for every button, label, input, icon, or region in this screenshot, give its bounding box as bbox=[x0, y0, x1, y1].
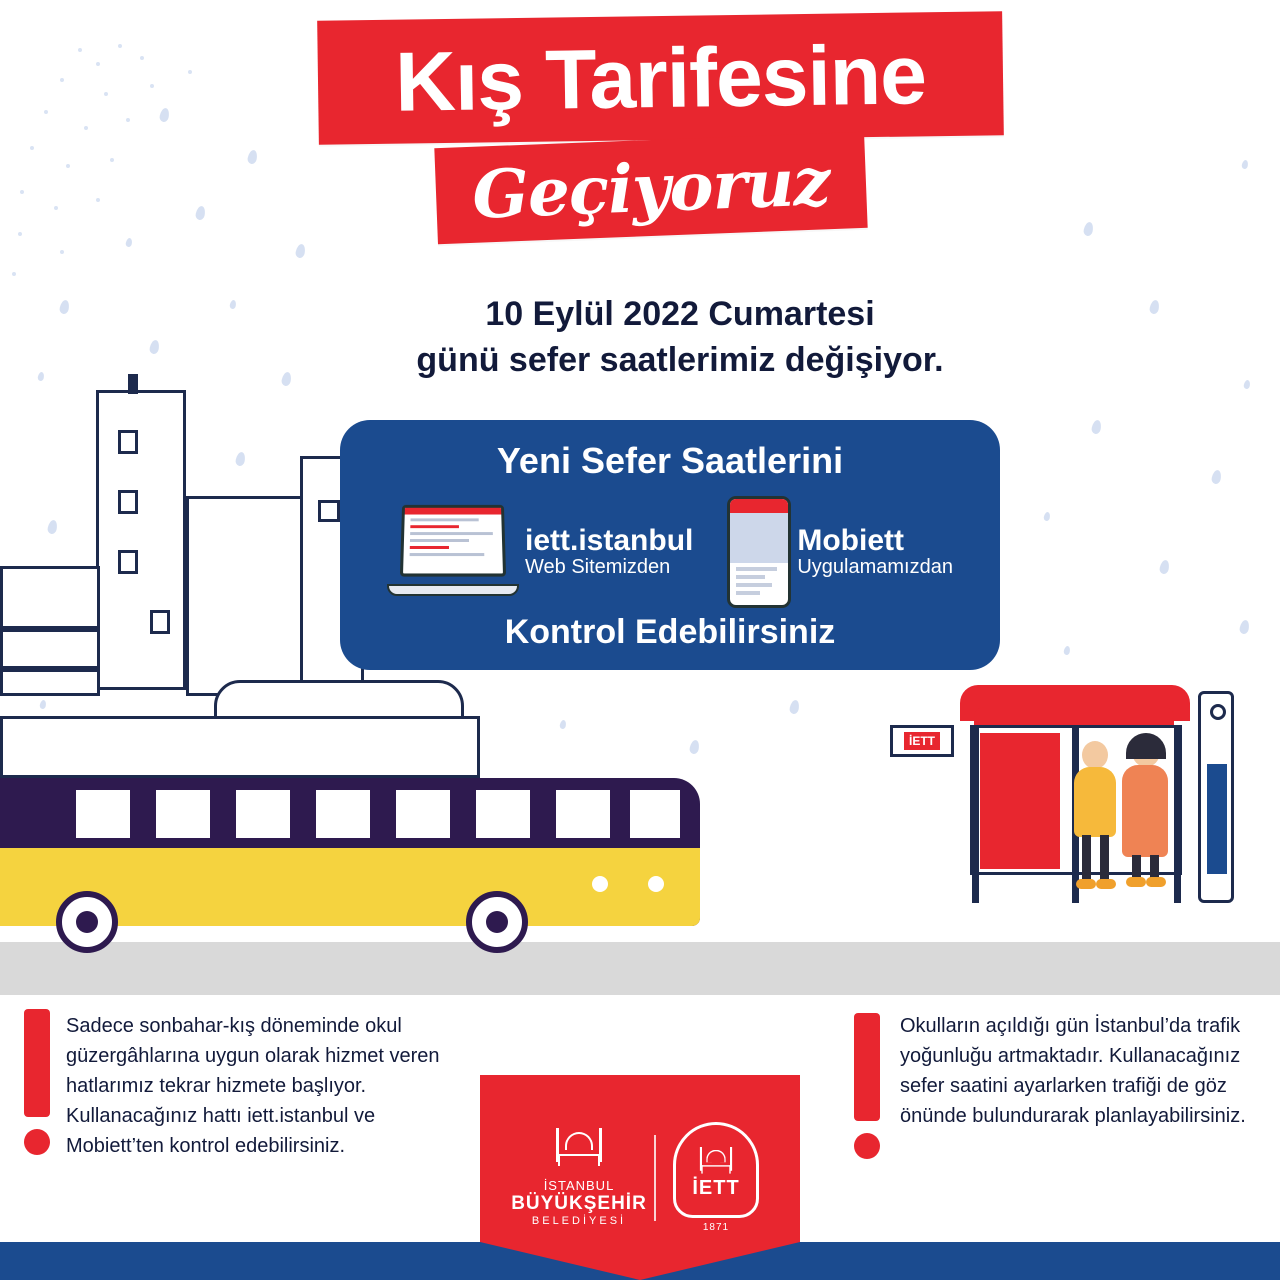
subtitle-block bbox=[330, 292, 1030, 384]
stop-sign-label: İETT bbox=[904, 732, 940, 750]
stop-sign bbox=[890, 725, 954, 757]
subtitle-line-2: günü sefer saatlerimiz değişiyor. bbox=[416, 340, 944, 379]
app-name: Mobiett bbox=[797, 523, 904, 557]
info-card-heading: Yeni Sefer Saatlerini bbox=[496, 440, 844, 481]
info-card-footer: Kontrol Edebilirsiniz bbox=[504, 613, 836, 651]
iett-year: 1871 bbox=[702, 1222, 730, 1233]
bottom-red-notch bbox=[480, 1242, 800, 1280]
iett-logo bbox=[656, 1122, 776, 1233]
subtitle-line-1: 10 Eylül 2022 Cumartesi bbox=[485, 295, 875, 333]
ibb-line-3: BELEDİYESİ bbox=[531, 1215, 627, 1227]
headline-primary: Kış Tarifesine bbox=[317, 11, 1004, 145]
web-name: iett.istanbul bbox=[525, 523, 694, 557]
bus-illustration bbox=[0, 778, 720, 953]
web-sub: Web Sitemizden bbox=[525, 556, 671, 579]
web-channel bbox=[387, 504, 693, 600]
headline-secondary: Geçiyoruz bbox=[434, 132, 867, 244]
iett-word: İETT bbox=[692, 1176, 740, 1199]
bottom-blue-strip bbox=[0, 1242, 1280, 1280]
exclamation-icon-left bbox=[24, 1009, 50, 1155]
info-card bbox=[340, 420, 1000, 670]
note-right: Okulların açıldığı gün İstanbul’da trafik yoğunluğu artmaktadır. Kullanacağınız sefer saatini ayarlarken trafiği de göz önünde bulundurarak planlayabilirsiniz. bbox=[900, 1015, 1246, 1127]
app-channel bbox=[727, 496, 953, 608]
note-left: Sadece sonbahar-kış döneminde okul güzergâhlarına uygun olarak hizmet veren hatlarımız tekrar hizmete başlıyor. Kullanacağınız hattı iett.istanbul ve Mobiett’ten kontrol edebilirsiniz. bbox=[66, 1015, 440, 1157]
person-figure-2 bbox=[1116, 737, 1176, 893]
ibb-logo bbox=[504, 1128, 654, 1227]
exclamation-icon-right bbox=[854, 1013, 880, 1159]
bus-stop-illustration bbox=[909, 685, 1240, 945]
smartphone-icon bbox=[727, 496, 791, 608]
app-sub: Uygulamamızdan bbox=[797, 556, 953, 579]
ibb-line-1: İSTANBUL bbox=[543, 1178, 615, 1193]
ibb-line-2: BÜYÜKŞEHİR bbox=[511, 1193, 647, 1214]
laptop-icon bbox=[387, 504, 519, 600]
